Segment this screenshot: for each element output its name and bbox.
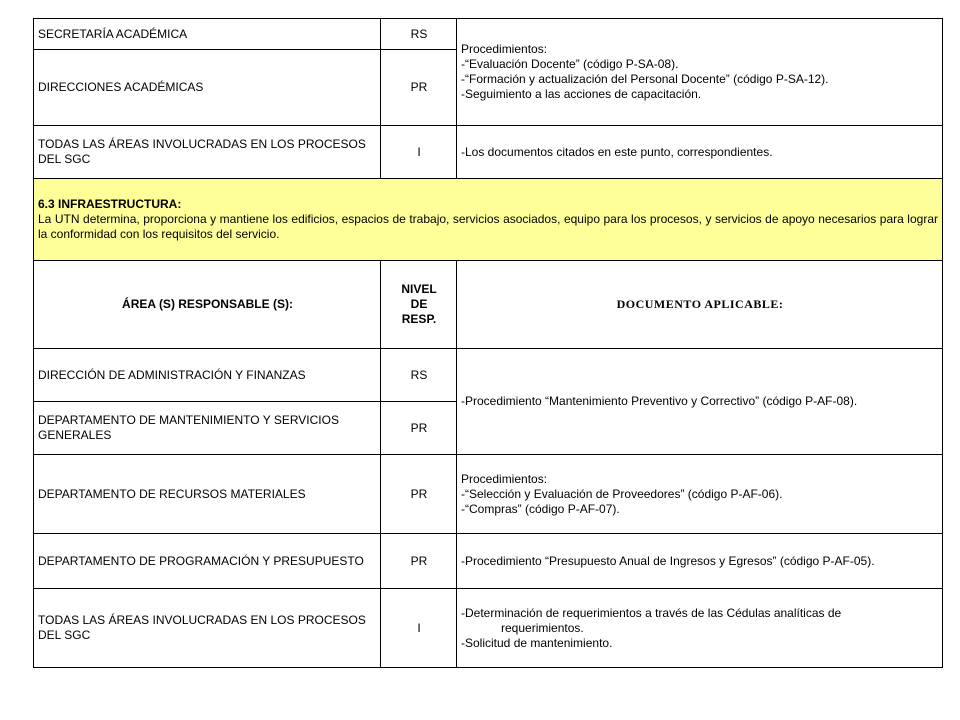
- area-cell: TODAS LAS ÁREAS INVOLUCRADAS EN LOS PROCESOS DEL SGC: [34, 589, 381, 668]
- header-level-line: DE: [410, 297, 428, 311]
- level-cell: I: [381, 589, 457, 668]
- doc-line: -Seguimiento a las acciones de capacitación.: [461, 87, 702, 101]
- table-row: [34, 589, 943, 668]
- level-cell: PR: [381, 50, 457, 126]
- document-cell: [457, 455, 943, 534]
- header-level-line: NIVEL: [401, 282, 437, 296]
- table-row: [34, 126, 943, 179]
- level-cell: PR: [381, 402, 457, 455]
- level-cell: PR: [381, 534, 457, 589]
- header-document: DOCUMENTO APLICABLE:: [457, 261, 943, 349]
- section-row: [34, 179, 943, 261]
- header-area: ÁREA (S) RESPONSABLE (S):: [34, 261, 381, 349]
- table-row: [34, 534, 943, 589]
- table-row: [34, 455, 943, 534]
- header-level: [381, 261, 457, 349]
- doc-line: -Determinación de requerimientos a través de las Cédulas analíticas de: [461, 605, 842, 620]
- area-cell: DIRECCIÓN DE ADMINISTRACIÓN Y FINANZAS: [34, 349, 381, 402]
- responsibility-table: [33, 18, 943, 668]
- doc-line: -“Selección y Evaluación de Proveedores” (código P-AF-06).: [461, 486, 783, 501]
- header-level-line: RESP.: [401, 312, 437, 326]
- document-cell: -Procedimiento “Presupuesto Anual de Ingresos y Egresos” (código P-AF-05).: [457, 534, 943, 589]
- area-cell: DEPARTAMENTO DE RECURSOS MATERIALES: [34, 455, 381, 534]
- doc-line: Procedimientos:: [461, 42, 548, 56]
- level-cell: RS: [381, 349, 457, 402]
- table-row: [34, 349, 943, 402]
- doc-line: requerimientos.: [501, 620, 584, 635]
- level-cell: RS: [381, 19, 457, 50]
- doc-line: -Solicitud de mantenimiento.: [461, 635, 613, 650]
- area-cell: SECRETARÍA ACADÉMICA: [34, 19, 381, 50]
- document-cell: [457, 19, 943, 126]
- table-row: [34, 19, 943, 50]
- header-row: [34, 261, 943, 349]
- doc-line: -“Formación y actualización del Personal Docente” (código P-SA-12).: [461, 72, 829, 86]
- level-cell: PR: [381, 455, 457, 534]
- section-cell: [34, 179, 943, 261]
- doc-line: Procedimientos:: [461, 471, 548, 486]
- section-text: La UTN determina, proporciona y mantiene los edificios, espacios de trabajo, servicios asociados, equipo para los procesos, y servicios de apoyo necesarios para lograr la conformidad con los requisitos del servicio.: [38, 212, 938, 241]
- document-cell: -Procedimiento “Mantenimiento Preventivo y Correctivo” (código P-AF-08).: [457, 349, 943, 455]
- area-cell: TODAS LAS ÁREAS INVOLUCRADAS EN LOS PROCESOS DEL SGC: [34, 126, 381, 179]
- document-cell: -Los documentos citados en este punto, correspondientes.: [457, 126, 943, 179]
- document-cell: [457, 589, 943, 668]
- doc-line: -“Evaluación Docente” (código P-SA-08).: [461, 57, 679, 71]
- area-cell: DEPARTAMENTO DE MANTENIMIENTO Y SERVICIOS GENERALES: [34, 402, 381, 455]
- doc-line: -“Compras” (código P-AF-07).: [461, 501, 620, 516]
- level-cell: I: [381, 126, 457, 179]
- area-cell: DEPARTAMENTO DE PROGRAMACIÓN Y PRESUPUESTO: [34, 534, 381, 589]
- section-title: 6.3 INFRAESTRUCTURA:: [38, 197, 182, 211]
- area-cell: DIRECCIONES ACADÉMICAS: [34, 50, 381, 126]
